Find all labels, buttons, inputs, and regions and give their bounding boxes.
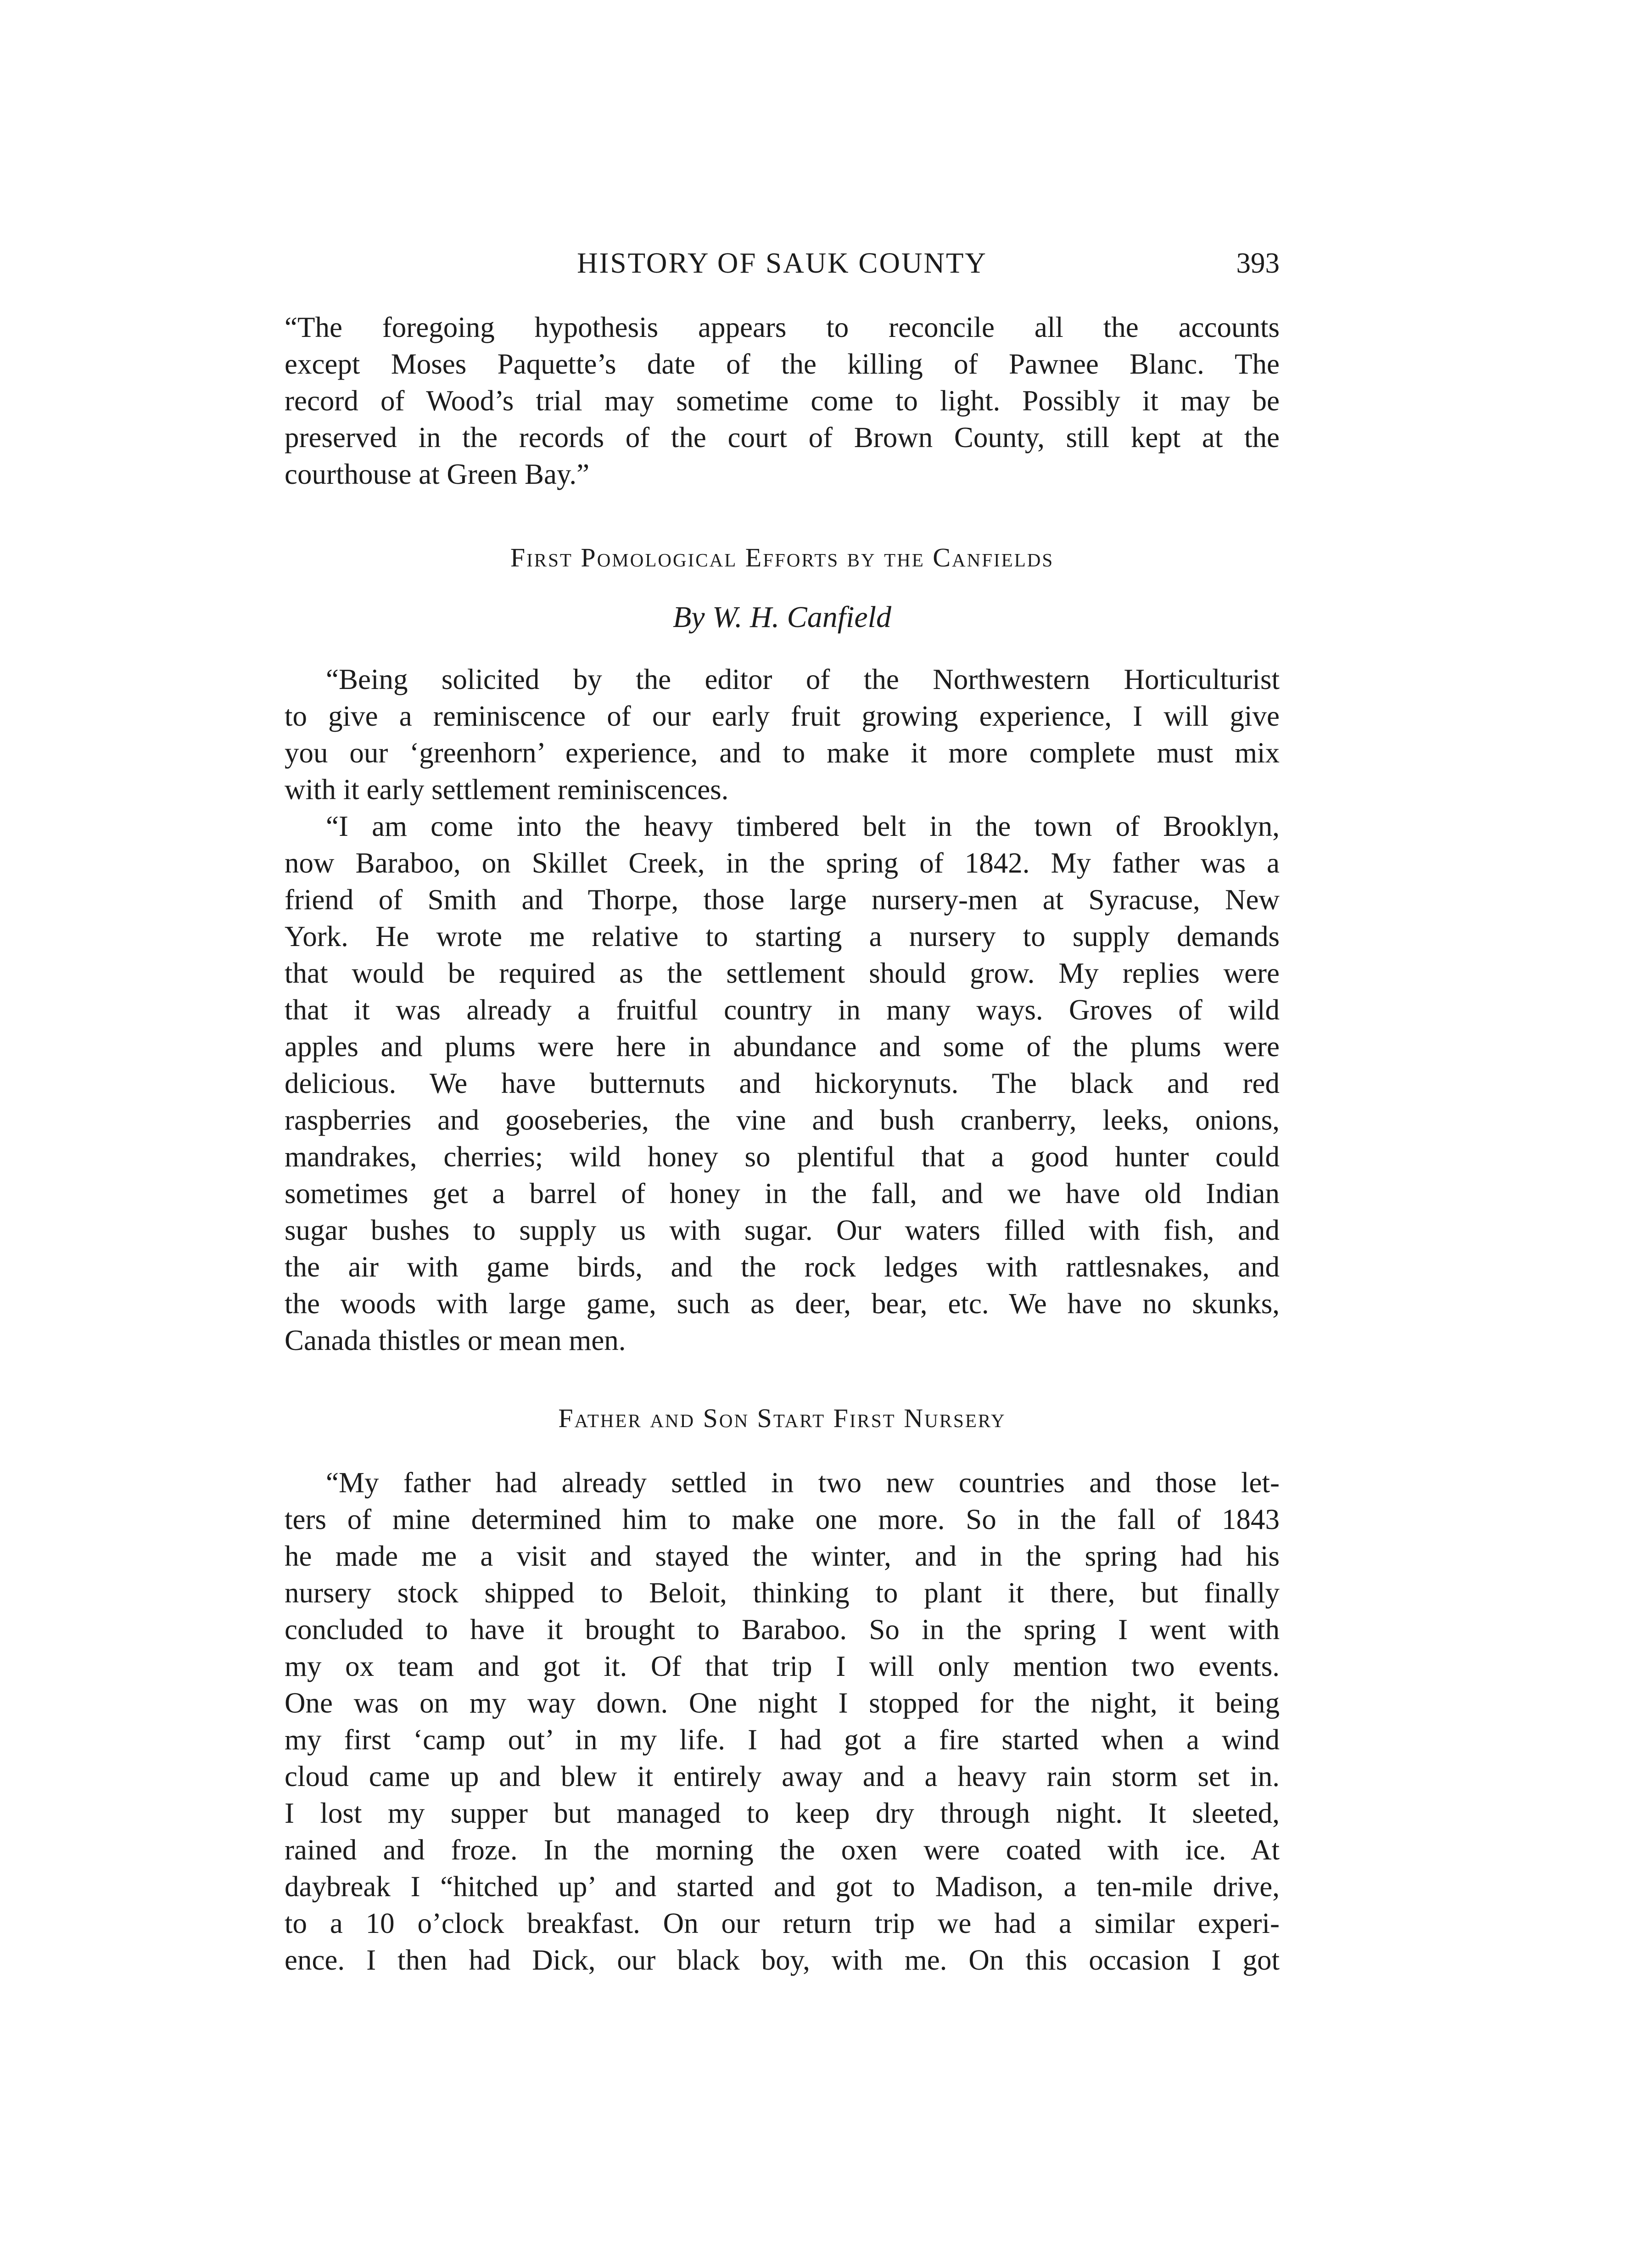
text-line: that it was already a fruitful country in many ways. Groves of wild (285, 994, 1280, 1026)
running-title: HISTORY OF SAUK COUNTY (577, 247, 987, 279)
text-line: raspberries and gooseberies, the vine and bush cranberry, leeks, onions, (285, 1104, 1280, 1136)
running-head (285, 242, 1280, 284)
text-line: courthouse at Green Bay.” (285, 458, 590, 490)
text-line: ence. I then had Dick, our black boy, with me. On this occasion I got (285, 1944, 1280, 1976)
byline: By W. H. Canfield (672, 600, 892, 634)
text-line: “The foregoing hypothesis appears to reconcile all the accounts (285, 311, 1280, 343)
section-heading: First Pomological Efforts by the Canfields (510, 543, 1054, 572)
text-line: “My father had already settled in two new countries and those let- (326, 1467, 1280, 1499)
text-line: York. He wrote me relative to starting a nursery to supply demands (285, 920, 1280, 952)
text-line: my first ‘camp out’ in my life. I had got a fire started when a wind (285, 1724, 1280, 1756)
text-line: now Baraboo, on Skillet Creek, in the spring of 1842. My father was a (285, 847, 1280, 879)
text-line: sugar bushes to supply us with sugar. Our waters filled with fish, and (285, 1214, 1280, 1246)
text-line: with it early settlement reminiscences. (285, 773, 729, 806)
text-line: One was on my way down. One night I stopped for the night, it being (285, 1687, 1280, 1719)
text-line: he made me a visit and stayed the winter, and in the spring had his (285, 1540, 1280, 1572)
text-line: nursery stock shipped to Beloit, thinking to plant it there, but finally (285, 1577, 1280, 1609)
text-line: delicious. We have butternuts and hickorynuts. The black and red (285, 1067, 1280, 1099)
text-line: to a 10 o’clock breakfast. On our return trip we had a similar experi- (285, 1907, 1280, 1939)
text-line: cloud came up and blew it entirely away and a heavy rain storm set in. (285, 1760, 1280, 1792)
section-heading: Father and Son Start First Nursery (558, 1403, 1006, 1433)
text-line: daybreak I “hitched up’ and started and got to Madison, a ten-mile drive, (285, 1870, 1280, 1903)
text-line: “I am come into the heavy timbered belt in the town of Brooklyn, (326, 810, 1280, 842)
text-line: that would be required as the settlement should grow. My replies were (285, 957, 1280, 989)
text-line: friend of Smith and Thorpe, those large nursery-men at Syracuse, New (285, 884, 1280, 916)
text-line: preserved in the records of the court of Brown County, still kept at the (285, 421, 1280, 454)
text-line: to give a reminiscence of our early fruit growing experience, I will give (285, 700, 1280, 732)
text-line: except Moses Paquette’s date of the killing of Pawnee Blanc. The (285, 348, 1280, 380)
text-line: you our ‘greenhorn’ experience, and to make it more complete must mix (285, 737, 1280, 769)
text-line: Canada thistles or mean men. (285, 1324, 626, 1356)
text-line: I lost my supper but managed to keep dry through night. It sleeted, (285, 1797, 1280, 1829)
text-line: sometimes get a barrel of honey in the fall, and we have old Indian (285, 1177, 1280, 1210)
text-line: record of Wood’s trial may sometime come to light. Possibly it may be (285, 385, 1280, 417)
text-line: rained and froze. In the morning the oxen were coated with ice. At (285, 1834, 1280, 1866)
text-line: concluded to have it brought to Baraboo. So in the spring I went with (285, 1613, 1280, 1646)
page-number: 393 (1236, 247, 1280, 279)
text-line: the air with game birds, and the rock ledges with rattlesnakes, and (285, 1251, 1280, 1283)
text-line: mandrakes, cherries; wild honey so plentiful that a good hunter could (285, 1141, 1280, 1173)
text-line: the woods with large game, such as deer, bear, etc. We have no skunks, (285, 1288, 1280, 1320)
text-line: my ox team and got it. Of that trip I will only mention two events. (285, 1650, 1280, 1682)
text-line: ters of mine determined him to make one more. So in the fall of 1843 (285, 1503, 1280, 1535)
text-line: apples and plums were here in abundance and some of the plums were (285, 1030, 1280, 1063)
text-line: “Being solicited by the editor of the Northwestern Horticulturist (326, 663, 1280, 695)
